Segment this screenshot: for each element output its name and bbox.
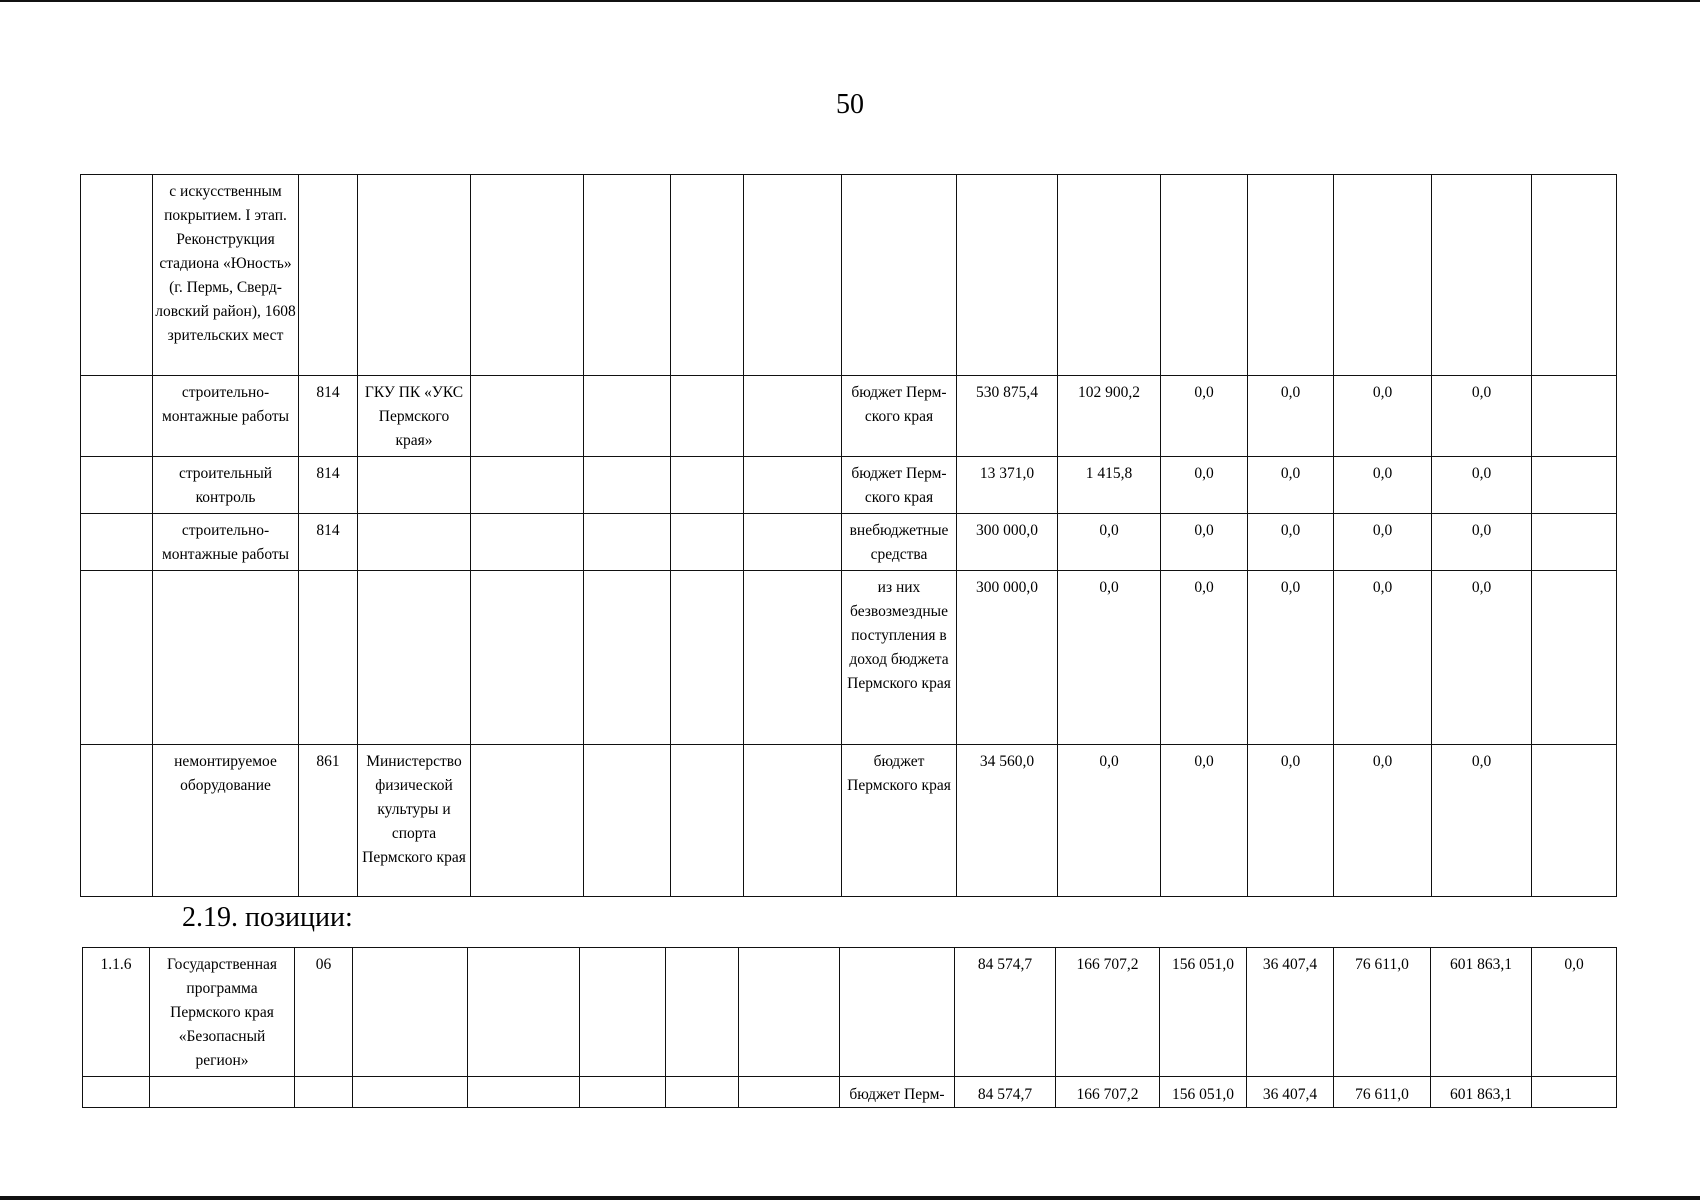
table-cell (1532, 457, 1617, 514)
table-cell (957, 175, 1058, 376)
table-cell (358, 571, 471, 745)
table-cell (471, 514, 584, 571)
table-cell (744, 457, 842, 514)
table-cell: 814 (299, 514, 358, 571)
table-cell (299, 571, 358, 745)
table-cell (739, 1077, 840, 1108)
table-cell: 102 900,2 (1058, 376, 1161, 457)
table-cell (81, 514, 153, 571)
table-cell (671, 745, 744, 897)
table-cell (584, 376, 671, 457)
table-cell: 84 574,7 (955, 1077, 1056, 1108)
table-cell: 861 (299, 745, 358, 897)
table-cell (744, 745, 842, 897)
table-cell: 0,0 (1161, 514, 1248, 571)
table-cell (358, 457, 471, 514)
table-cell (81, 175, 153, 376)
table-cell (1532, 745, 1617, 897)
table-cell (842, 175, 957, 376)
table-cell: 36 407,4 (1247, 1077, 1334, 1108)
table-cell: 0,0 (1161, 457, 1248, 514)
table-cell (81, 457, 153, 514)
table-cell: с искусственным покрытием. I этап. Реконструкция стадиона «Юность» (г. Пермь, Сверд-ловский район), 1608 зрительских мест (153, 175, 299, 376)
table-cell (744, 175, 842, 376)
table-cell: 36 407,4 (1247, 948, 1334, 1077)
table-cell (353, 948, 468, 1077)
table-cell: 0,0 (1432, 457, 1532, 514)
table-cell (739, 948, 840, 1077)
table-cell: бюджет Пермского края (842, 745, 957, 897)
table-cell (1058, 175, 1161, 376)
table-cell (671, 514, 744, 571)
table-cell: 156 051,0 (1160, 1077, 1247, 1108)
table-cell (153, 571, 299, 745)
table-cell (81, 571, 153, 745)
table-row (81, 571, 1617, 745)
table-cell: 0,0 (1432, 376, 1532, 457)
table-cell (744, 571, 842, 745)
table-cell: 0,0 (1248, 745, 1334, 897)
table-cell: 0,0 (1334, 571, 1432, 745)
page-number: 50 (836, 89, 864, 120)
scan-bottom-edge (0, 1196, 1700, 1200)
table-cell: немонтируемое оборудование (153, 745, 299, 897)
table-cell (584, 514, 671, 571)
table-cell (295, 1077, 353, 1108)
table-cell: 0,0 (1058, 745, 1161, 897)
table-cell (1532, 175, 1617, 376)
table-cell (1248, 175, 1334, 376)
section-heading: 2.19. позиции: (182, 902, 353, 933)
table-cell (468, 948, 580, 1077)
table-cell (471, 376, 584, 457)
table-row (81, 457, 1617, 514)
table-cell (1532, 514, 1617, 571)
table-cell (358, 514, 471, 571)
table-cell (584, 175, 671, 376)
table-cell: строительно-монтажные работы (153, 514, 299, 571)
table-cell: 601 863,1 (1431, 1077, 1532, 1108)
table-cell: внебюджетные средства (842, 514, 957, 571)
table-cell: 0,0 (1058, 514, 1161, 571)
table-cell: Министерство физической культуры и спорта Пермского края (358, 745, 471, 897)
table-cell: ГКУ ПК «УКС Пермского края» (358, 376, 471, 457)
table-cell: 0,0 (1334, 376, 1432, 457)
table-cell (471, 175, 584, 376)
table-cell (744, 376, 842, 457)
table-cell: 601 863,1 (1431, 948, 1532, 1077)
table-cell: 156 051,0 (1160, 948, 1247, 1077)
table-cell: бюджет Перм- (840, 1077, 955, 1108)
table-cell: 166 707,2 (1056, 1077, 1160, 1108)
table-cell (1161, 175, 1248, 376)
table-cell: из них безвозмездные поступления в доход бюджета Пермского края (842, 571, 957, 745)
table-cell: бюджет Перм-ского края (842, 457, 957, 514)
table-cell: 84 574,7 (955, 948, 1056, 1077)
table-row (83, 948, 1617, 1077)
table-cell (671, 175, 744, 376)
table-cell: 13 371,0 (957, 457, 1058, 514)
table-cell (471, 571, 584, 745)
table-cell: 0,0 (1334, 514, 1432, 571)
table-cell (840, 948, 955, 1077)
table-cell: 0,0 (1334, 457, 1432, 514)
table-cell (580, 948, 666, 1077)
table-row (81, 175, 1617, 376)
program-table (82, 947, 1617, 1108)
table-cell (471, 457, 584, 514)
table-cell: 814 (299, 376, 358, 457)
table-cell: 0,0 (1248, 376, 1334, 457)
table-cell (358, 175, 471, 376)
table-cell: строительно-монтажные работы (153, 376, 299, 457)
table-cell (1532, 571, 1617, 745)
table-row (83, 1077, 1617, 1108)
table-cell: 0,0 (1248, 514, 1334, 571)
table-cell: 76 611,0 (1334, 948, 1431, 1077)
table-cell: 300 000,0 (957, 571, 1058, 745)
table-cell (580, 1077, 666, 1108)
table-cell: 814 (299, 457, 358, 514)
table-cell (666, 1077, 739, 1108)
table-cell (81, 376, 153, 457)
table-cell (1532, 1077, 1617, 1108)
table-cell: 1.1.6 (83, 948, 150, 1077)
table-cell: 06 (295, 948, 353, 1077)
table-cell: 0,0 (1432, 745, 1532, 897)
table-cell: 0,0 (1248, 571, 1334, 745)
table-cell (468, 1077, 580, 1108)
table-cell (83, 1077, 150, 1108)
table-cell: 0,0 (1248, 457, 1334, 514)
table-cell (671, 376, 744, 457)
table-cell: 0,0 (1161, 376, 1248, 457)
table-cell (671, 571, 744, 745)
table-cell (471, 745, 584, 897)
budget-table-continued (80, 174, 1617, 897)
table-cell: строительный контроль (153, 457, 299, 514)
table-cell (81, 745, 153, 897)
table-cell: 0,0 (1432, 514, 1532, 571)
table-cell: 76 611,0 (1334, 1077, 1431, 1108)
table-cell (584, 457, 671, 514)
table-cell (666, 948, 739, 1077)
table-cell (584, 571, 671, 745)
table-cell: бюджет Перм-ского края (842, 376, 957, 457)
table-cell (584, 745, 671, 897)
table-cell: 166 707,2 (1056, 948, 1160, 1077)
table-cell: 34 560,0 (957, 745, 1058, 897)
table-cell (353, 1077, 468, 1108)
table-cell: 530 875,4 (957, 376, 1058, 457)
table-cell: 0,0 (1334, 745, 1432, 897)
table-cell (299, 175, 358, 376)
table-cell (150, 1077, 295, 1108)
table-cell: 0,0 (1161, 571, 1248, 745)
table-cell: 0,0 (1161, 745, 1248, 897)
table-cell: 0,0 (1532, 948, 1617, 1077)
table-row (81, 514, 1617, 571)
table-cell (671, 457, 744, 514)
table-row (81, 376, 1617, 457)
scan-top-edge (0, 0, 1700, 2)
table-cell (1432, 175, 1532, 376)
table-cell (1334, 175, 1432, 376)
table-cell: 1 415,8 (1058, 457, 1161, 514)
table-cell (1532, 376, 1617, 457)
table-cell (744, 514, 842, 571)
table-cell: 300 000,0 (957, 514, 1058, 571)
table-row (81, 745, 1617, 897)
table-cell: Государственная программа Пермского края «Безопасный регион» (150, 948, 295, 1077)
table-cell: 0,0 (1058, 571, 1161, 745)
table-cell: 0,0 (1432, 571, 1532, 745)
